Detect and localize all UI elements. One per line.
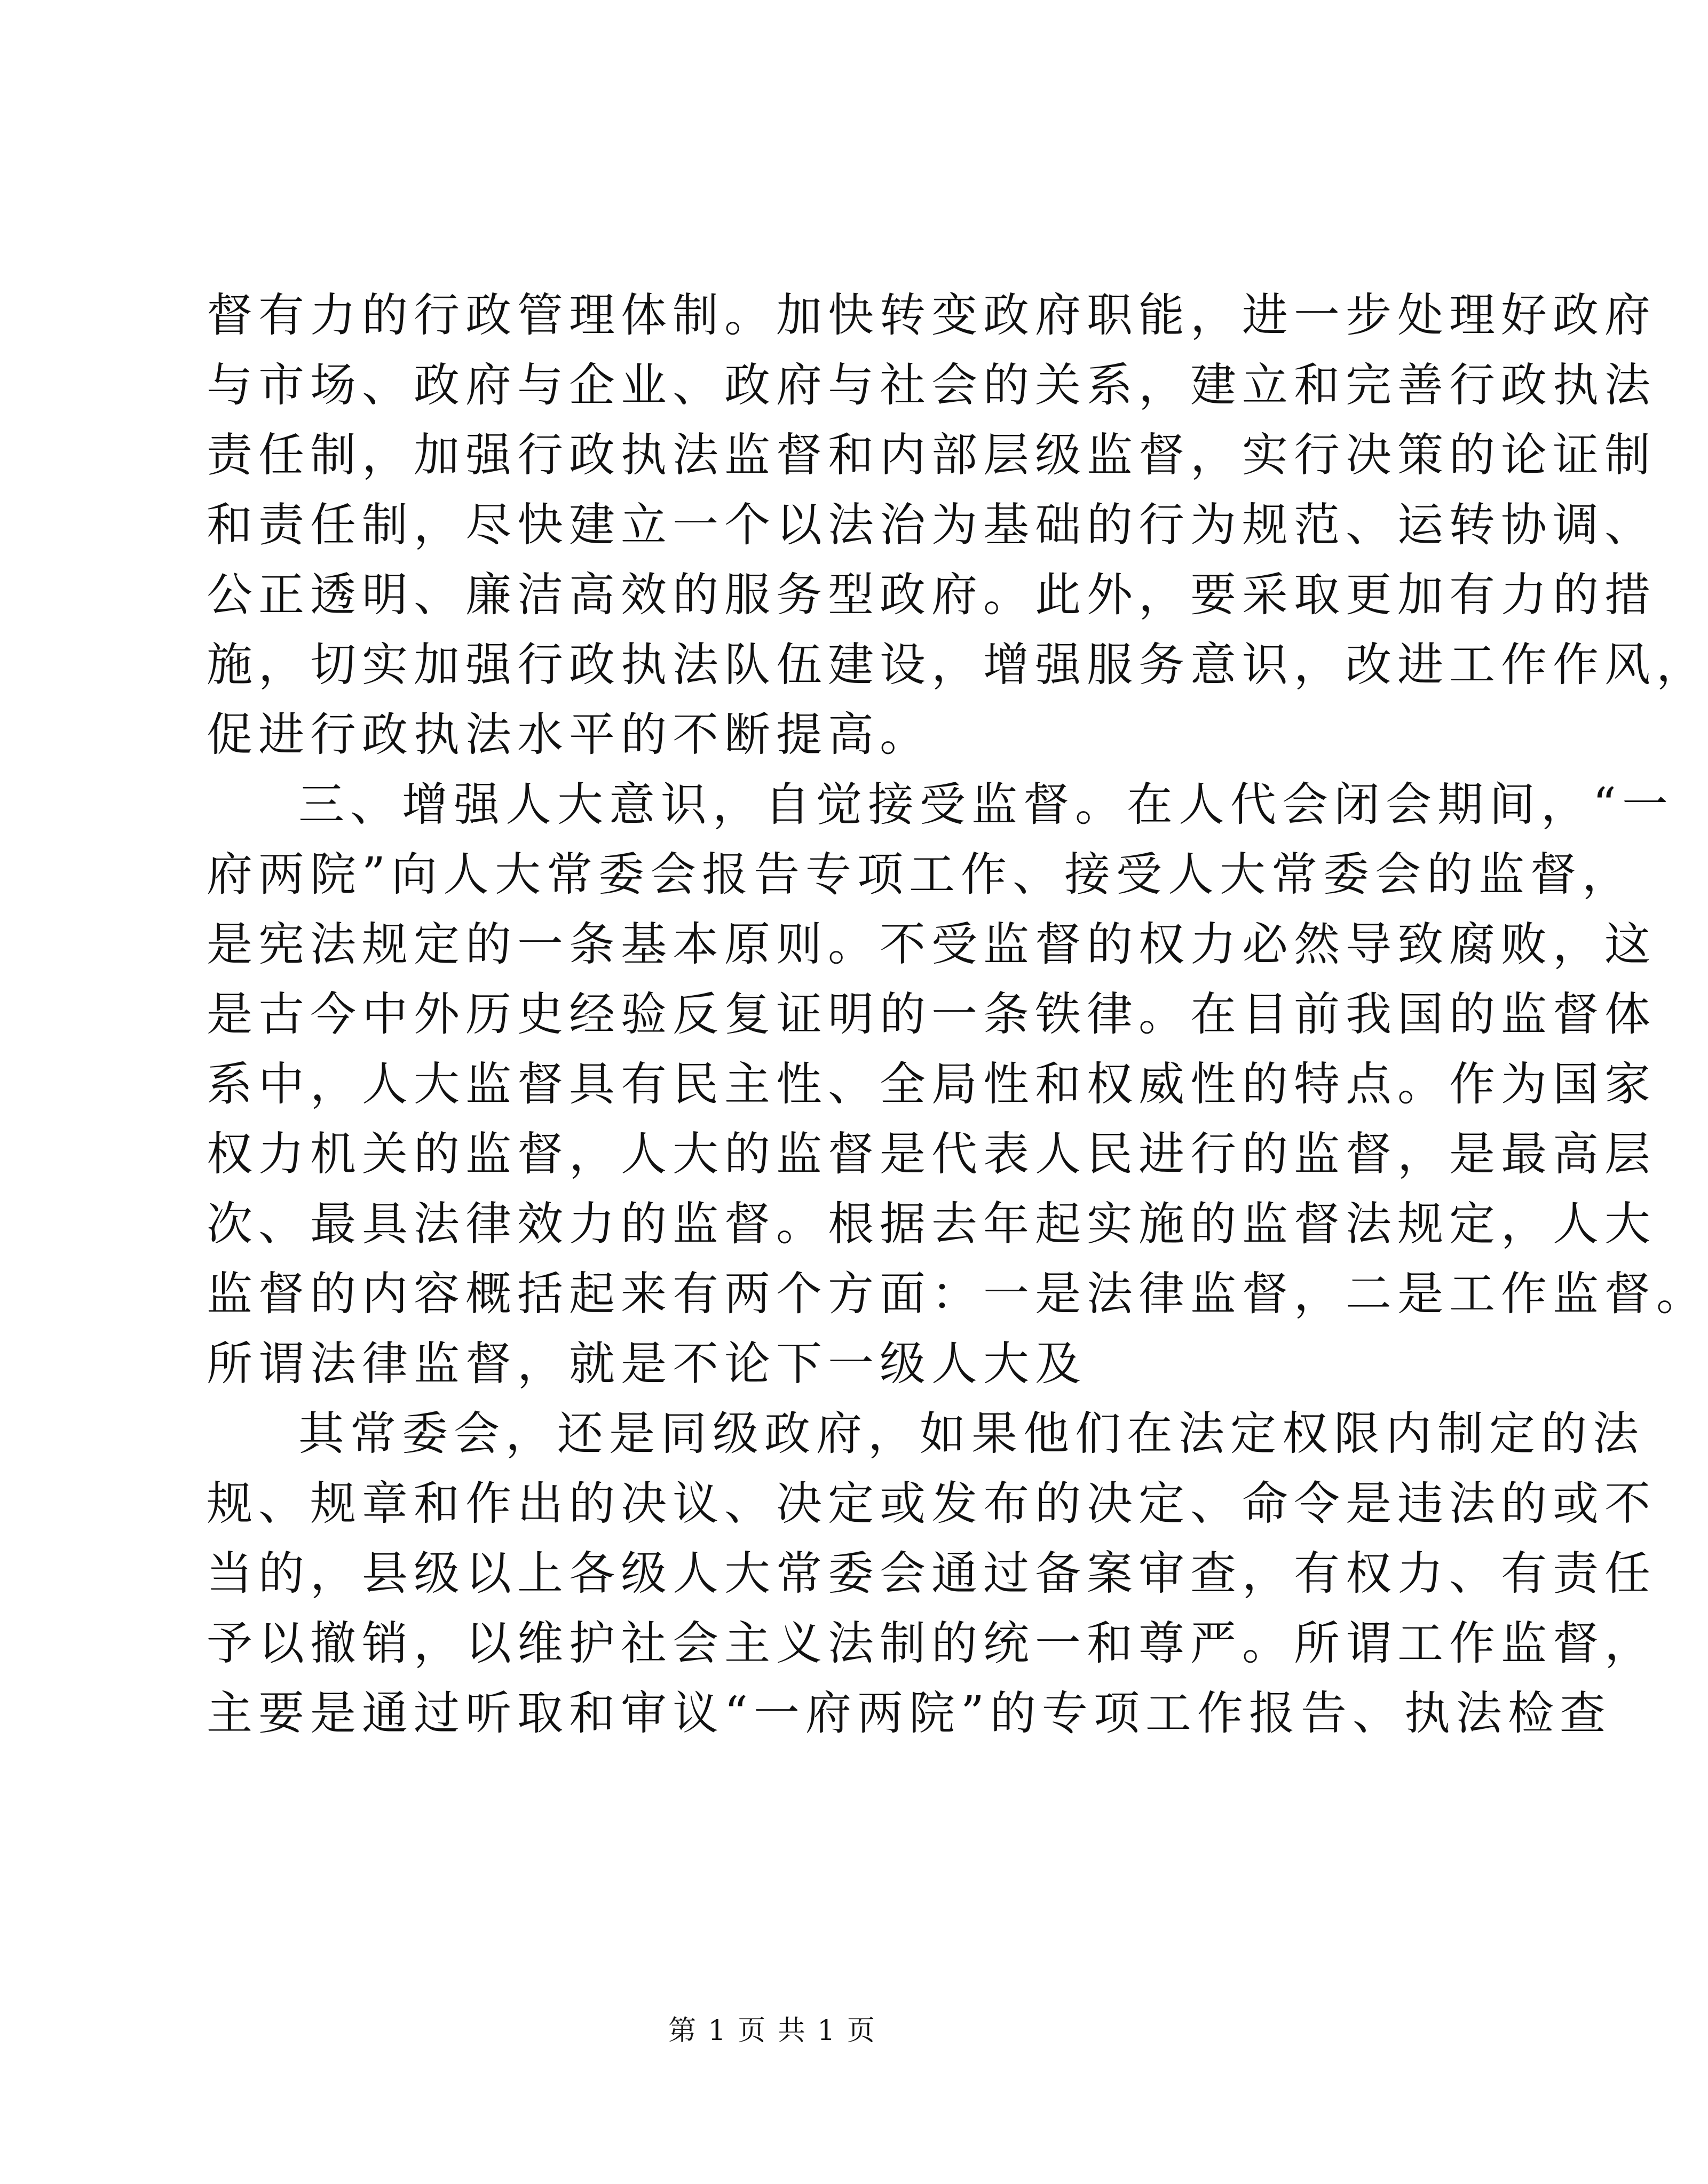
text-line: 次、最具法律效力的监督。根据去年起实施的监督法规定，人大 <box>207 1197 1656 1251</box>
text-line: 和责任制，尽快建立一个以法治为基础的行为规范、运转协调、 <box>207 498 1656 552</box>
text-line: 是宪法规定的一条基本原则。不受监督的权力必然导致腐败，这 <box>207 918 1656 971</box>
text-line: 所谓法律监督，就是不论下一级人大及 <box>207 1337 1087 1391</box>
paragraph-start-line: 其常委会，还是同级政府，如果他们在法定权限内制定的法 <box>298 1407 1644 1460</box>
text-line: 促进行政执法水平的不断提高。 <box>207 708 931 761</box>
text-line: 与市场、政府与企业、政府与社会的关系，建立和完善行政执法 <box>207 359 1656 412</box>
text-line: 系中，人大监督具有民主性、全局性和权威性的特点。作为国家 <box>207 1058 1656 1111</box>
paragraph-start-line: 三、增强人大意识，自觉接受监督。在人代会闭会期间，“一 <box>298 778 1674 831</box>
text-line: 是古今中外历史经验反复证明的一条铁律。在目前我国的监督体 <box>207 988 1656 1041</box>
text-line: 予以撤销，以维护社会主义法制的统一和尊严。所谓工作监督， <box>207 1617 1656 1670</box>
text-line: 督有力的行政管理体制。加快转变政府职能，进一步处理好政府 <box>207 289 1656 342</box>
page-footer: 第 1 页 共 1 页 <box>668 2015 876 2047</box>
text-line: 规、规章和作出的决议、决定或发布的决定、命令是违法的或不 <box>207 1477 1656 1530</box>
text-line: 府两院”向人大常委会报告专项工作、接受人大常委会的监督， <box>207 848 1634 901</box>
text-line: 责任制，加强行政执法监督和内部层级监督，实行决策的论证制 <box>207 428 1656 482</box>
text-line: 主要是通过听取和审议“一府两院”的专项工作报告、执法检查 <box>207 1687 1611 1740</box>
text-line: 权力机关的监督，人大的监督是代表人民进行的监督，是最高层 <box>207 1127 1656 1181</box>
text-line: 施，切实加强行政执法队伍建设，增强服务意识，改进工作作风， <box>207 638 1708 692</box>
text-line: 公正透明、廉洁高效的服务型政府。此外，要采取更加有力的措 <box>207 568 1656 622</box>
text-line: 当的，县级以上各级人大常委会通过备案审查，有权力、有责任 <box>207 1547 1656 1600</box>
text-line: 监督的内容概括起来有两个方面：一是法律监督，二是工作监督。 <box>207 1267 1708 1321</box>
